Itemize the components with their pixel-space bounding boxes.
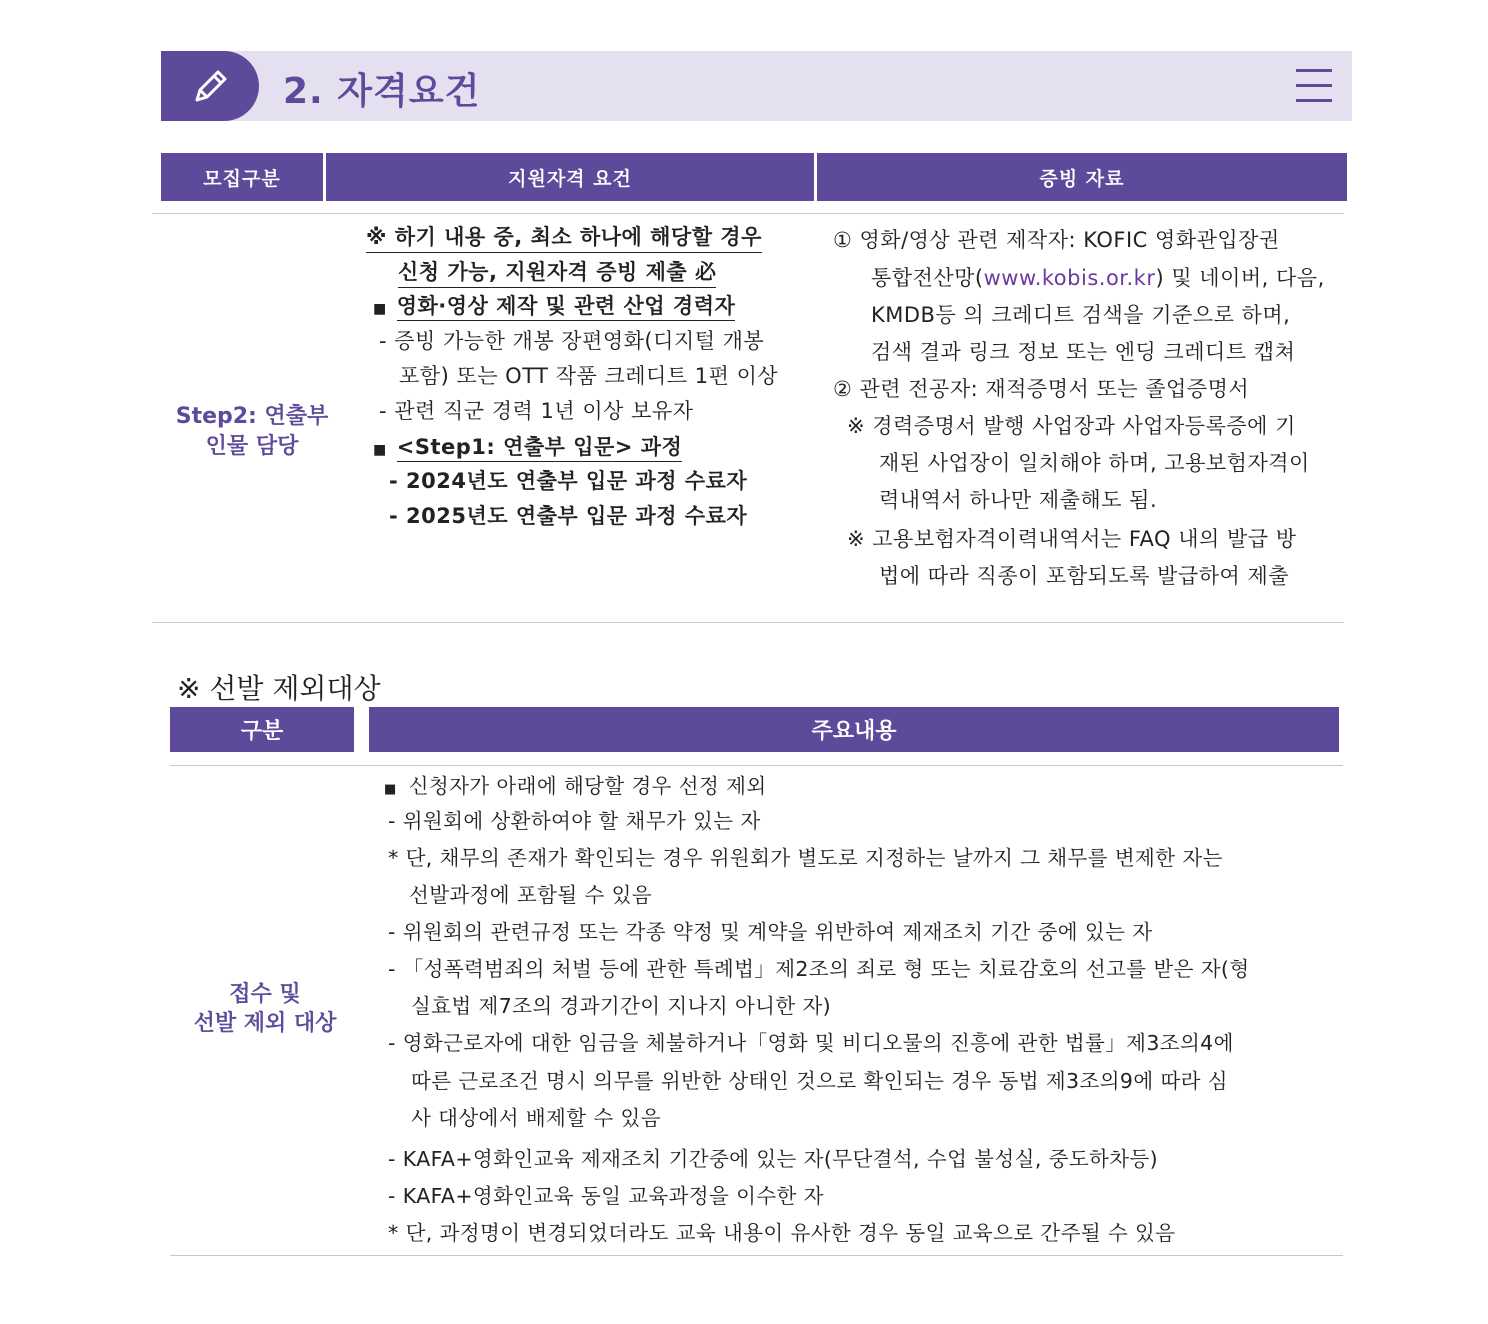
table2-bottom-rule <box>170 1255 1343 1256</box>
kobis-link[interactable]: www.kobis.or.kr <box>983 266 1156 290</box>
content-line: - 위원회의 관련규정 또는 각종 약정 및 계약을 위반하여 제재조치 기간 중에 있는 자 <box>388 920 1153 944</box>
req-line <box>373 293 735 322</box>
menu-icon[interactable] <box>1296 69 1332 103</box>
content-line: ■ 신청자가 아래에 해당할 경우 선정 제외 <box>384 774 767 798</box>
exclusion-section-title: ※ 선발 제외대상 <box>177 672 381 705</box>
table1-header-category: 모집구분 <box>161 153 323 201</box>
content-line: 선발과정에 포함될 수 있음 <box>409 883 652 907</box>
evidence-line: 력내역서 하나만 제출해도 됨. <box>879 488 1158 512</box>
content-line: * 단, 채무의 존재가 확인되는 경우 위원회가 별도로 지정하는 날까지 그 채무를 변제한 자는 <box>388 846 1223 870</box>
req-line-text-visible: 영화·영상 제작 및 관련 산업 경력자 <box>397 294 736 321</box>
table2-top-rule <box>170 765 1343 766</box>
table1-top-rule <box>152 213 1344 214</box>
evidence-line: 재된 사업장이 일치해야 하며, 고용보험자격이 <box>879 451 1310 475</box>
content-line: - KAFA+영화인교육 제재조치 기간중에 있는 자(무단결석, 수업 불성실, 중도하차등) <box>388 1147 1159 1171</box>
table1-header-evidence: 증빙 자료 <box>817 153 1347 201</box>
content-line: - KAFA+영화인교육 동일 교육과정을 이수한 자 <box>388 1184 824 1208</box>
table2-header-content: 주요내용 <box>369 707 1339 752</box>
req-line: - 관련 직군 경력 1년 이상 보유자 <box>379 399 694 423</box>
evidence-line: 검색 결과 링크 정보 또는 엔딩 크레디트 캡쳐 <box>871 340 1296 364</box>
content-line: 따른 근로조건 명시 의무를 위반한 상태인 것으로 확인되는 경우 동법 제3조의9에 따라 심 <box>411 1069 1228 1093</box>
bullet: ■ <box>373 301 387 317</box>
evidence-line: KMDB등 의 크레디트 검색을 기준으로 하며, <box>871 303 1291 327</box>
content-line: - 영화근로자에 대한 임금을 체불하거나「영화 및 비디오물의 진흥에 관한 법률」제3조의4에 <box>388 1031 1234 1055</box>
evidence-line: 통합전산망(www.kobis.or.kr) 및 네이버, 다음, <box>871 266 1325 290</box>
bullet: ■ <box>384 782 397 797</box>
req-line: - 증빙 가능한 개봉 장편영화(디지털 개봉 <box>379 329 765 353</box>
table1-row-label: Step2: 연출부 인물 담당 <box>175 404 329 459</box>
evidence-line: ① 영화/영상 관련 제작자: KOFIC 영화관입장권 <box>833 228 1280 252</box>
req-line: 신청 가능, 지원자격 증빙 제출 必 <box>398 259 716 288</box>
req-line-text: <Step1: 연출부 입문> 과정 <box>397 435 683 462</box>
req-line: ※ 하기 내용 중, 최소 하나에 해당할 경우 <box>366 224 762 253</box>
section-header <box>161 51 1352 121</box>
req-line: - 2025년도 연출부 입문 과정 수료자 <box>389 504 748 528</box>
content-line: 실효법 제7조의 경과기간이 지나지 아니한 자) <box>411 994 832 1018</box>
evidence-line: 법에 따라 직종이 포함되도록 발급하여 제출 <box>879 564 1290 588</box>
req-line: - 2024년도 연출부 입문 과정 수료자 <box>389 469 748 493</box>
req-line: 포함) 또는 OTT 작품 크레디트 1편 이상 <box>399 364 779 388</box>
pencil-icon-box <box>161 51 259 121</box>
content-line: - 「성폭력범죄의 처벌 등에 관한 특례법」제2조의 죄로 형 또는 치료감호의 선고를 받은 자(형 <box>388 957 1250 981</box>
evidence-line: ※ 경력증명서 발행 사업장과 사업자등록증에 기 <box>847 414 1296 438</box>
table2-row-label: 접수 및 선발 제외 대상 <box>193 982 337 1036</box>
table1-header-requirements: 지원자격 요건 <box>326 153 814 201</box>
table2-header-category: 구분 <box>170 707 354 752</box>
evidence-line: ② 관련 전공자: 재적증명서 또는 졸업증명서 <box>833 377 1250 401</box>
req-line <box>373 434 682 463</box>
evidence-line: ※ 고용보험자격이력내역서는 FAQ 내의 발급 방 <box>847 527 1297 551</box>
content-line: * 단, 과정명이 변경되었더라도 교육 내용이 유사한 경우 동일 교육으로 간주될 수 있음 <box>388 1221 1176 1245</box>
content-line: - 위원회에 상환하여야 할 채무가 있는 자 <box>388 809 761 833</box>
content-line: 사 대상에서 배제할 수 있음 <box>411 1106 661 1130</box>
pencil-icon <box>187 66 231 106</box>
bullet: ■ <box>373 442 387 458</box>
page-title: 2. 자격요건 <box>283 71 481 112</box>
table1-bottom-rule <box>152 622 1344 623</box>
